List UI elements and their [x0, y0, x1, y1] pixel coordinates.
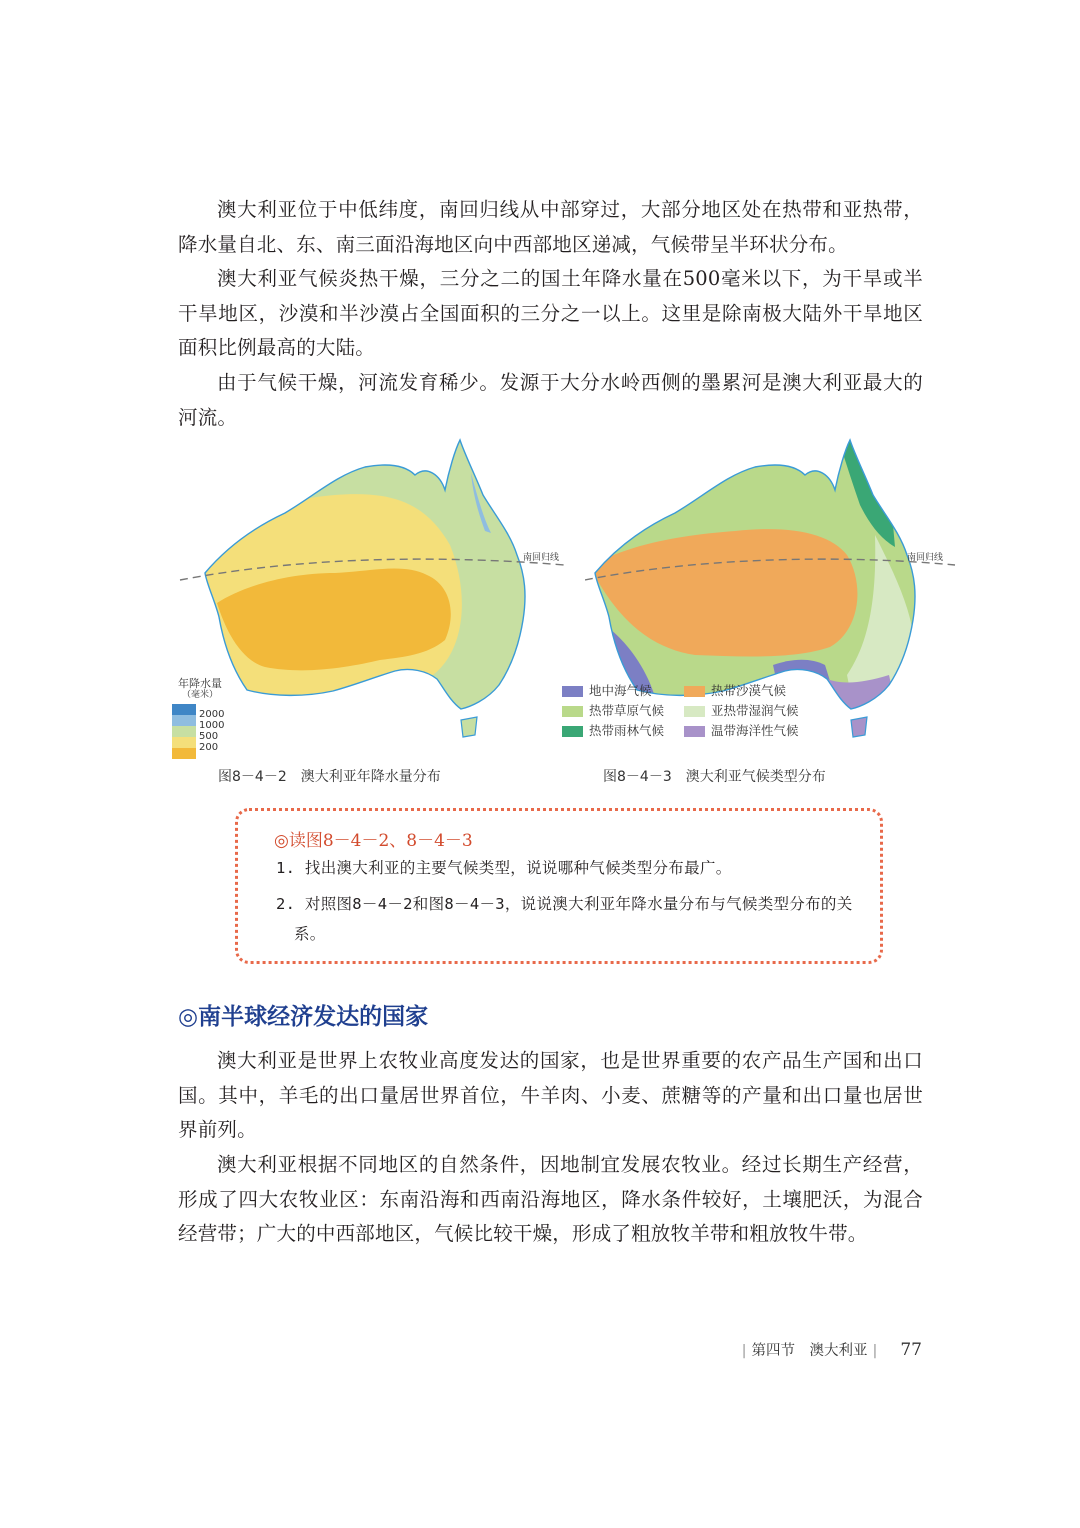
- rain-swatch-5: [172, 748, 196, 759]
- figure-title-rainfall: 澳大利亚年降水量分布: [300, 769, 441, 785]
- rainfall-legend-unit: （毫米）: [181, 690, 218, 700]
- figure-title-climate: 澳大利亚气候类型分布: [685, 769, 826, 785]
- rain-level-500: 500: [199, 731, 219, 742]
- paragraph-agriculture: 澳大利亚是世界上农牧业高度发达的国家，也是世界重要的农产品生产国和出口国。其中，羊毛的出口量居世界首位，牛羊肉、小麦、蔗糖等的产量和出口量也居世界前列。: [178, 1049, 923, 1141]
- rain-swatch-3: [172, 726, 196, 737]
- paragraph-location: 澳大利亚位于中低纬度，南回归线从中部穿过，大部分地区处在热带和亚热带，降水量自北、东、南三面沿海地区向中西部地区递减，气候带呈半环状分布。: [178, 198, 923, 256]
- climate-legend: [562, 682, 832, 742]
- swatch-tropical-savanna: [562, 706, 583, 717]
- legend-humid-subtropical-label: 亚热带湿润气候: [711, 703, 799, 718]
- rain-swatch-1: [172, 704, 196, 715]
- tropic-label-climate: 南回归线: [907, 553, 944, 563]
- swatch-humid-subtropical: [684, 706, 705, 717]
- rainfall-legend: [168, 677, 238, 753]
- figure-number-climate: 图8－4－3: [603, 769, 672, 785]
- rain-level-2000: 2000: [199, 709, 225, 720]
- legend-temperate-oceanic: [684, 722, 799, 740]
- legend-tropical-savanna: [562, 702, 664, 720]
- rainfall-map: [165, 435, 585, 765]
- legend-mediterranean-label: 地中海气候: [589, 683, 652, 698]
- page-footer: | 第四节 澳大利亚 | 77: [741, 1340, 922, 1360]
- paragraph-farming-regions: 澳大利亚根据不同地区的自然条件，因地制宜发展农牧业。经过长期生产经营，形成了四大农牧业区：东南沿海和西南沿海地区，降水条件较好，土壤肥沃，为混合经营带；广大的中西部地区，气候比较干燥，形成了粗放牧羊带和粗放牧牛带。: [178, 1153, 923, 1245]
- reading-activity-title: ◎读图8－4－2、8－4－3: [274, 831, 473, 851]
- legend-tropical-rainforest: [562, 722, 664, 740]
- paragraph-rivers: 由于气候干燥，河流发育稀少。发源于大分水岭西侧的墨累河是澳大利亚最大的河流。: [178, 371, 923, 429]
- page-number: 77: [900, 1340, 922, 1360]
- legend-tropical-savanna-label: 热带草原气候: [589, 703, 665, 718]
- swatch-mediterranean: [562, 686, 583, 697]
- section-heading: ◎南半球经济发达的国家: [178, 1004, 429, 1030]
- legend-humid-subtropical: [684, 702, 799, 720]
- rain-level-1000: 1000: [199, 720, 225, 731]
- chapter-label: 第四节 澳大利亚: [751, 1343, 868, 1359]
- legend-tropical-rainforest-label: 热带雨林气候: [589, 723, 665, 738]
- rain-swatch-4: [172, 737, 196, 748]
- question-1: 1. 找出澳大利亚的主要气候类型，说说哪种气候类型分布最广。: [276, 859, 732, 877]
- question-2: 2. 对照图8－4－2和图8－4－3，说说澳大利亚年降水量分布与气候类型分布的关系。: [276, 895, 853, 943]
- rain-level-200: 200: [199, 742, 219, 753]
- paragraph-climate: 澳大利亚气候炎热干燥，三分之二的国土年降水量在500毫米以下，为干旱或半干旱地区，沙漠和半沙漠占全国面积的三分之一以上。这里是除南极大陆外干旱地区面积比例最高的大陆。: [178, 267, 923, 359]
- swatch-tropical-rainforest: [562, 726, 583, 737]
- figure-caption-rainfall: [218, 766, 441, 786]
- figure-caption-climate: [603, 766, 826, 786]
- legend-tropical-desert-label: 热带沙漠气候: [711, 683, 787, 698]
- swatch-temperate-oceanic: [684, 726, 705, 737]
- figure-number-rainfall: 图8－4－2: [218, 769, 287, 785]
- tropic-label-rain: 南回归线: [523, 553, 560, 563]
- legend-tropical-desert: [684, 682, 786, 700]
- legend-mediterranean: [562, 682, 652, 700]
- rain-swatch-2: [172, 715, 196, 726]
- swatch-tropical-desert: [684, 686, 705, 697]
- rainfall-legend-title: 年降水量: [178, 677, 222, 690]
- legend-temperate-oceanic-label: 温带海洋性气候: [711, 723, 799, 738]
